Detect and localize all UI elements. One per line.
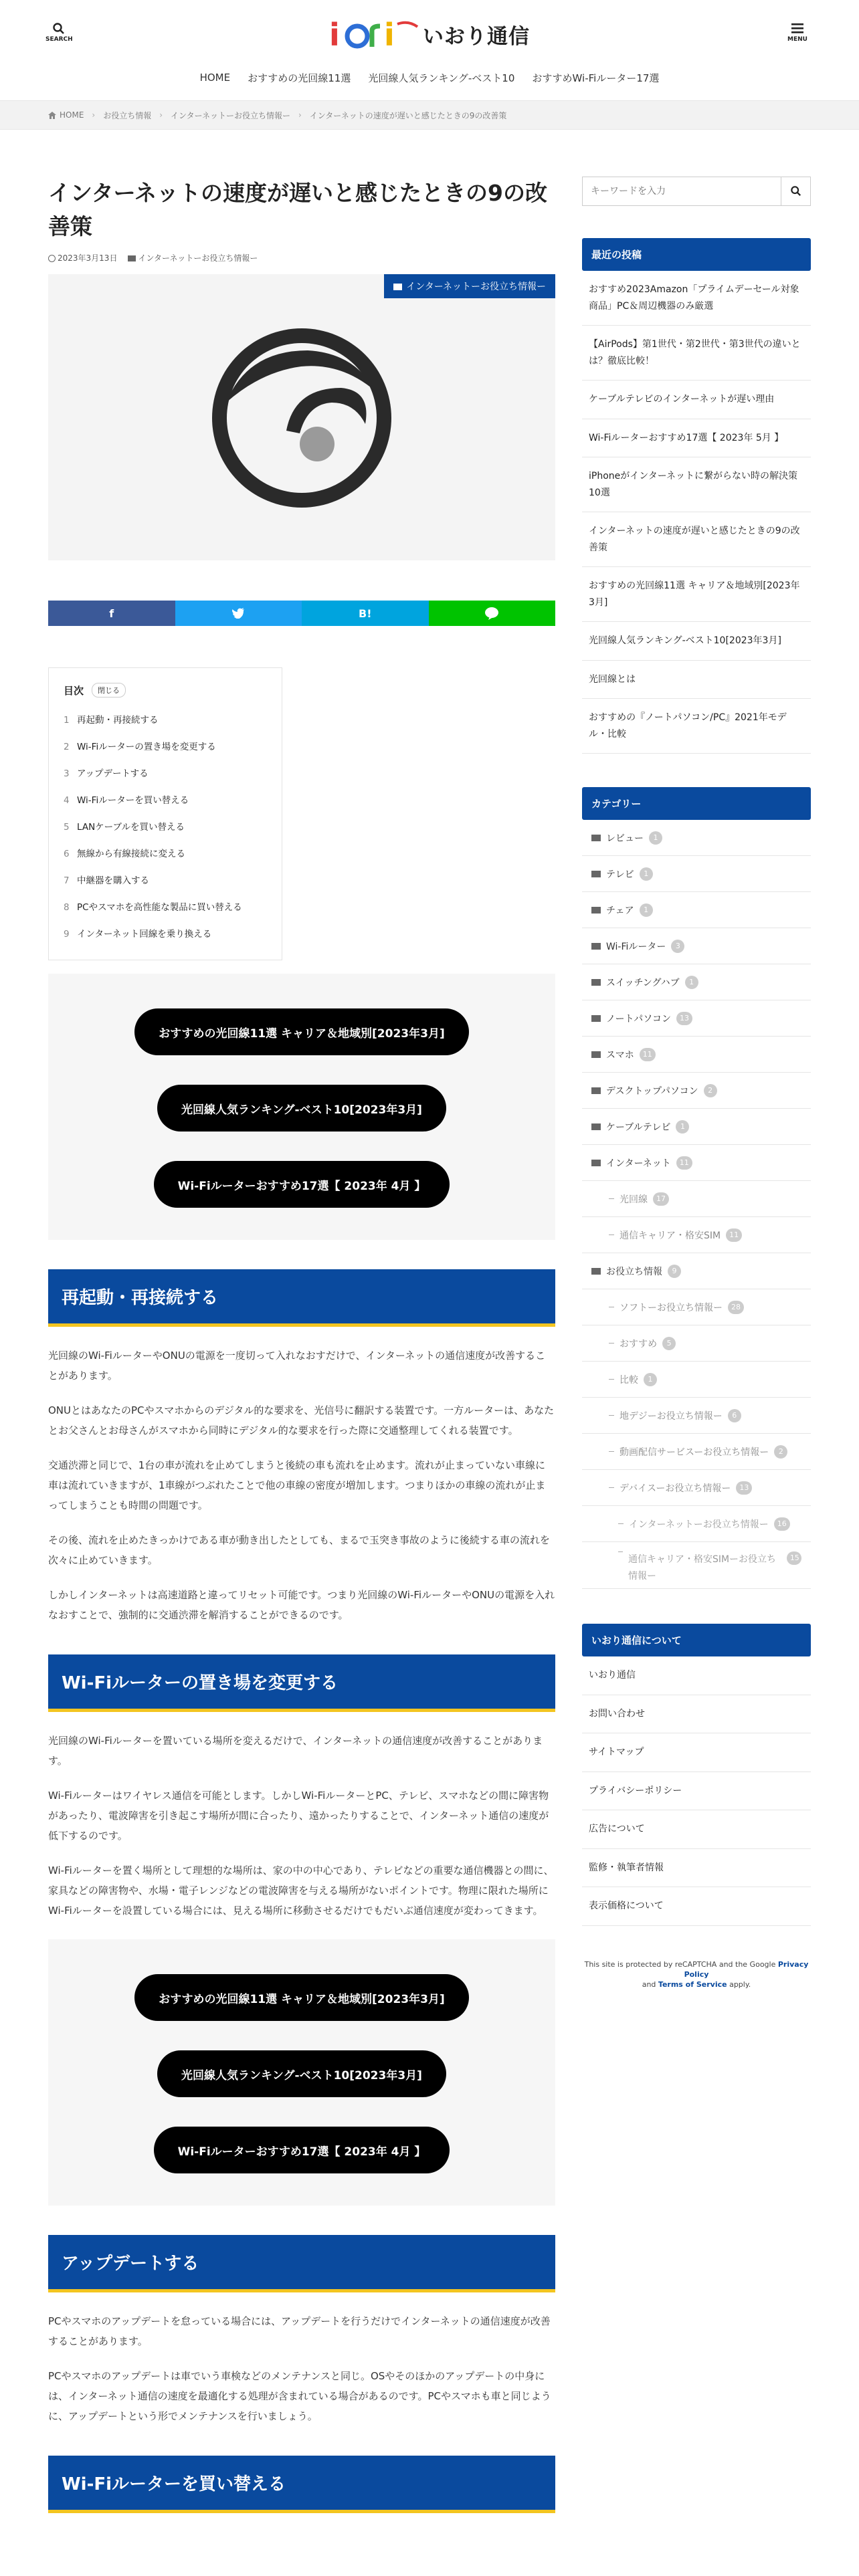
- toc-list: [64, 707, 270, 948]
- recent-post-link[interactable]: 【AirPods】第1世代・第2世代・第3世代の違いとは？徹底比較！: [582, 326, 811, 381]
- dash-icon: [618, 1523, 624, 1524]
- recent-post-link[interactable]: おすすめ2023Amazon「プライムデーセール対象商品」PC＆周辺機器のみ厳選: [582, 271, 811, 326]
- section-heading: アップデートする: [48, 2235, 555, 2292]
- about-title: いおり通信について: [582, 1624, 811, 1656]
- toc-item-number: 1: [64, 715, 70, 726]
- folder-icon: [393, 284, 402, 290]
- paragraph: 光回線のWi-Fiルーターを置いている場所を変えるだけで、インターネットの通信速度が改善することがあります。: [48, 1735, 543, 1767]
- toc-toggle-button[interactable]: 閉じる: [92, 683, 126, 697]
- line-icon: [484, 607, 499, 620]
- about-link[interactable]: 表示価格について: [582, 1887, 811, 1926]
- recent-post-link[interactable]: インターネットの速度が遅いと感じたときの9の改善策: [582, 512, 811, 567]
- share-hatena-button[interactable]: [302, 601, 429, 626]
- svg-text:i: i: [329, 17, 340, 51]
- toc-item-label: Wi-Fiルーターの置き場を変更する: [77, 742, 216, 752]
- folder-icon: [591, 979, 601, 986]
- recent-post-link[interactable]: おすすめの光回線11選 キャリア＆地域別[2023年3月]: [582, 567, 811, 622]
- search-icon: [791, 186, 801, 197]
- recent-post-link[interactable]: 光回線人気ランキング-ベスト10[2023年3月]: [582, 622, 811, 661]
- promo-button-fiber-11[interactable]: おすすめの光回線11選 キャリア＆地域別[2023年3月]: [134, 1008, 468, 1055]
- toc-item-number: 6: [64, 849, 70, 859]
- category-item[interactable]: [582, 1542, 811, 1589]
- paragraph: Wi-Fiルーターを置く場所として理想的な場所は、家の中の中心であり、テレビなどの重要な通信機器との間に、家具などの障害物や、水場・電子レンジなどの電波障害を与える場所がないポイントです。物理に限れた場所にWi-Fiルーターを設置している場合には、見える場所に移動させるだけでもだいぶ通信速度が変わってきます。: [48, 1864, 554, 1917]
- about-link[interactable]: 広告について: [582, 1810, 811, 1849]
- svg-text:i: i: [384, 17, 395, 51]
- category-label: 通信キャリア・格安SIM: [619, 1230, 721, 1241]
- dash-icon: [609, 1451, 614, 1452]
- category-label: テレビ: [606, 869, 634, 880]
- toc-item[interactable]: [64, 734, 270, 760]
- folder-icon: [591, 1087, 601, 1094]
- folder-icon: [591, 907, 601, 914]
- toc-item-number: 8: [64, 902, 70, 913]
- category-item[interactable]: [582, 1470, 811, 1506]
- category-item[interactable]: [582, 1506, 811, 1542]
- post-date: [48, 252, 117, 263]
- eyecatch-image: [48, 274, 555, 560]
- toc-item-label: PCやスマホを高性能な製品に買い替える: [77, 902, 242, 913]
- search-icon: [45, 23, 72, 36]
- category-label: デスクトップパソコン: [606, 1085, 698, 1097]
- category-item[interactable]: [582, 1362, 811, 1398]
- sidebar-search: [582, 177, 811, 206]
- hamburger-icon: [784, 23, 811, 36]
- toc-item[interactable]: [64, 867, 270, 894]
- table-of-contents: [48, 667, 282, 960]
- nav-item-fiber-ranking[interactable]: 光回線人気ランキング-ベスト10: [368, 72, 515, 84]
- main-column: [48, 177, 555, 2513]
- folder-icon: [591, 1268, 601, 1275]
- facebook-icon: f: [109, 607, 114, 620]
- toc-item[interactable]: [64, 894, 270, 921]
- paragraph: PCやスマホのアップデートは車でいう車検などのメンテナンスと同じ。OSやそのほかのアップデートの中身には、インターネット通信の速度を最適化する処理が含まれている場合があるのです。PCやスマホも車と同じように、アップデートという形でメンテナンスを行いましょう。: [48, 2370, 551, 2422]
- paragraph: その後、流れを止めたきっかけである車が動き出したとしても、まるで玉突き事故のように後続する車の流れを次々に止めていきます。: [48, 1534, 550, 1566]
- toc-item[interactable]: [64, 921, 270, 948]
- hatena-icon: B!: [359, 607, 372, 620]
- category-item[interactable]: [582, 856, 811, 892]
- about-link[interactable]: お問い合わせ: [582, 1695, 811, 1734]
- category-item[interactable]: [582, 1325, 811, 1362]
- category-count-badge: 1: [649, 831, 662, 845]
- category-label: Wi-Fiルーター: [606, 941, 666, 952]
- recent-post-link[interactable]: iPhoneがインターネットに繋がらない時の解決策10選: [582, 457, 811, 512]
- category-item[interactable]: [582, 928, 811, 964]
- category-count-badge: 6: [728, 1409, 741, 1422]
- twitter-icon: [231, 608, 245, 619]
- dash-icon: [609, 1198, 614, 1199]
- category-label: 地デジーお役立ち情報ー: [619, 1410, 723, 1422]
- breadcrumb-separator: ›: [298, 110, 302, 120]
- toc-item-label: 無線から有線接続に変える: [77, 849, 185, 859]
- breadcrumb-current: インターネットの速度が遅いと感じたときの9の改善策: [309, 110, 507, 120]
- category-label: スイッチングハブ: [606, 977, 680, 988]
- category-count-badge: 1: [676, 1120, 689, 1134]
- dash-icon: [609, 1379, 614, 1380]
- recaptcha-notice: [582, 1959, 811, 1990]
- paragraph: PCやスマホのアップデートを怠っている場合には、アップデートを行うだけでインターネットの通信速度が改善することがあります。: [48, 2315, 551, 2347]
- toc-item-number: 7: [64, 875, 70, 886]
- post-date-text: 2023年3月13日: [58, 253, 118, 263]
- category-label: チェア: [606, 905, 634, 916]
- category-count-badge: 13: [676, 1012, 692, 1025]
- category-label: おすすめ: [619, 1338, 658, 1350]
- site-header: [0, 0, 859, 62]
- category-count-badge: 17: [653, 1192, 669, 1206]
- category-label: ケーブルテレビ: [606, 1121, 671, 1133]
- toc-item-label: アップデートする: [77, 768, 149, 779]
- category-count-badge: 15: [787, 1551, 801, 1565]
- category-count-badge: 1: [640, 903, 653, 917]
- toc-item-label: Wi-Fiルーターを買い替える: [77, 795, 189, 806]
- toc-item[interactable]: [64, 841, 270, 867]
- promo-button-fiber-ranking[interactable]: 光回線人気ランキング-ベスト10[2023年3月]: [157, 1085, 446, 1132]
- section-heading: Wi-Fiルーターの置き場を変更する: [48, 1654, 555, 1712]
- about-link[interactable]: プライバシーポリシー: [582, 1772, 811, 1811]
- breadcrumb-separator: ›: [92, 110, 96, 120]
- paragraph: Wi-Fiルーターはワイヤレス通信を可能とします。しかしWi-FiルーターとPC、テレビ、スマホなどの間に障害物があったり、電波障害を引き起こす場所が間に合ったり、遠かったりすることで、インターネット通信の速度が低下するのです。: [48, 1790, 549, 1842]
- toc-item-label: 再起動・再接続する: [77, 715, 159, 726]
- promo-box: [48, 1939, 555, 2206]
- category-count-badge: 3: [671, 940, 684, 953]
- category-item[interactable]: [582, 1145, 811, 1181]
- category-item[interactable]: [582, 892, 811, 928]
- toc-item-label: LANケーブルを買い替える: [77, 822, 185, 833]
- category-count-badge: 1: [644, 1373, 657, 1386]
- category-count-badge: 11: [676, 1156, 692, 1170]
- post-category[interactable]: [128, 252, 258, 263]
- toc-header: [64, 683, 270, 697]
- breadcrumb: [0, 100, 859, 130]
- dash-icon: [609, 1415, 614, 1416]
- promo-button-fiber-ranking[interactable]: 光回線人気ランキング-ベスト10[2023年3月]: [157, 2050, 446, 2097]
- breadcrumb-home[interactable]: HOME: [60, 110, 84, 120]
- category-label: インターネットーお役立ち情報ー: [629, 1519, 769, 1530]
- category-title: カテゴリー: [582, 787, 811, 820]
- category-count-badge: 11: [726, 1228, 742, 1242]
- toc-item-number: 9: [64, 929, 70, 940]
- category-badge-text: インターネットーお役立ち情報ー: [406, 282, 546, 292]
- clock-icon: [48, 255, 56, 262]
- category-item[interactable]: [582, 1217, 811, 1253]
- folder-icon: [591, 1160, 601, 1166]
- category-count-badge: 16: [774, 1517, 790, 1531]
- privacy-policy-link[interactable]: Privacy Policy: [684, 1959, 809, 1979]
- toc-item-number: 2: [64, 742, 70, 752]
- dash-icon: [609, 1487, 614, 1488]
- category-item[interactable]: [582, 1434, 811, 1470]
- recent-posts-title: 最近の投稿: [582, 238, 811, 271]
- breadcrumb-internet-info[interactable]: インターネットーお役立ち情報ー: [171, 110, 290, 120]
- category-count-badge: 2: [704, 1084, 717, 1097]
- category-label: スマホ: [606, 1049, 634, 1061]
- article-meta: [48, 252, 555, 263]
- folder-icon: [591, 1015, 601, 1022]
- folder-icon: [128, 255, 136, 261]
- category-item[interactable]: [582, 1037, 811, 1073]
- category-count-badge: 5: [662, 1337, 676, 1350]
- category-item[interactable]: [582, 1289, 811, 1325]
- paragraph: 交通渋滞と同じで、1台の車が流れを止めてしまうと後続の車も流れを止めます。流れが止まっていない車線に車は流れていきますが、1車線がつぶれたことで他の車線の密度が増加します。つまりほかの車線の流れが止まってしまうことも時間の問題です。: [48, 1459, 546, 1511]
- category-label: 動画配信サービスーお役立ち情報ー: [619, 1446, 769, 1458]
- recaptcha-text: apply.: [729, 1980, 751, 1990]
- dash-icon: [618, 1551, 623, 1552]
- promo-button-wifi-router-17[interactable]: Wi-Fiルーターおすすめ17選【 2023年 4月 】: [154, 1161, 450, 1208]
- promo-box: [48, 974, 555, 1240]
- recaptcha-text: This site is protected by reCAPTCHA and the Google: [584, 1959, 776, 1969]
- about-link[interactable]: いおり通信: [582, 1656, 811, 1695]
- logo-mark: [328, 17, 421, 51]
- category-label: ソフトーお役立ち情報ー: [619, 1302, 723, 1313]
- category-item[interactable]: [582, 1181, 811, 1217]
- category-item[interactable]: [582, 1398, 811, 1434]
- breadcrumb-useful-info[interactable]: お役立ち情報: [103, 110, 152, 120]
- category-label: 通信キャリア・格安SIMーお役立ち情報ー: [628, 1554, 777, 1582]
- about-links: [582, 1656, 811, 1926]
- menu-label: MENU: [787, 36, 807, 43]
- category-item[interactable]: [582, 1109, 811, 1145]
- article-title: インターネットの速度が遅いと感じたときの9の改善策: [48, 180, 547, 239]
- category-list: [582, 820, 811, 1589]
- category-item[interactable]: [582, 1073, 811, 1109]
- nav-item-fiber-11[interactable]: おすすめの光回線11選: [248, 72, 351, 84]
- category-label: インターネット: [606, 1158, 671, 1169]
- category-count-badge: 28: [728, 1301, 744, 1314]
- category-count-badge: 1: [640, 867, 653, 881]
- folder-icon: [591, 943, 601, 950]
- category-count-badge: 9: [668, 1265, 681, 1278]
- nav-item-home[interactable]: HOME: [199, 72, 231, 84]
- category-badge[interactable]: [384, 274, 555, 298]
- breadcrumb-separator: ›: [159, 110, 163, 120]
- search-button[interactable]: [45, 23, 72, 43]
- category-count-badge: 2: [774, 1445, 787, 1459]
- category-label: デバイスーお役立ち情報ー: [619, 1483, 731, 1494]
- category-count-badge: 1: [685, 976, 698, 989]
- share-line-button[interactable]: [429, 601, 556, 626]
- sidebar: [582, 177, 811, 1990]
- recent-post-link[interactable]: ケーブルテレビのインターネットが遅い理由: [582, 381, 811, 419]
- global-nav: [0, 62, 859, 94]
- site-title: いおり通信: [423, 24, 530, 49]
- post-category-text: インターネットーお役立ち情報ー: [138, 253, 258, 263]
- category-item[interactable]: [582, 820, 811, 856]
- folder-icon: [591, 835, 601, 841]
- search-input[interactable]: [583, 177, 781, 205]
- eyecatch-logo-illustration: [207, 324, 396, 512]
- toc-item-number: 5: [64, 822, 70, 833]
- about-link[interactable]: サイトマップ: [582, 1733, 811, 1772]
- recent-post-link[interactable]: 光回線とは: [582, 661, 811, 700]
- home-icon: [48, 112, 56, 119]
- site-logo[interactable]: [328, 17, 530, 51]
- category-count-badge: 13: [736, 1481, 752, 1495]
- share-facebook-button[interactable]: [48, 601, 175, 626]
- category-label: 比較: [619, 1374, 638, 1386]
- terms-of-service-link[interactable]: Terms of Service: [658, 1980, 727, 1990]
- paragraph: ONUとはあなたのPCやスマホからのデジタル的な要求を、光信号に翻訳する装置です。一方ルーターは、あなたとお父さんとお母さんがスマホから同時にデジタル的な要求を行った際に交通整理してくれる装置です。: [48, 1404, 555, 1436]
- category-label: ノートパソコン: [606, 1013, 672, 1025]
- toc-item[interactable]: [64, 707, 270, 734]
- toc-item[interactable]: [64, 760, 270, 787]
- promo-button-fiber-11[interactable]: おすすめの光回線11選 キャリア＆地域別[2023年3月]: [134, 1974, 468, 2021]
- category-label: 光回線: [619, 1194, 648, 1205]
- recaptcha-text: and: [642, 1980, 656, 1990]
- recent-post-link[interactable]: Wi-Fiルーターおすすめ17選【 2023年 5月 】: [582, 419, 811, 458]
- toc-item-number: 4: [64, 795, 70, 806]
- menu-button[interactable]: [784, 23, 811, 43]
- section-heading: 再起動・再接続する: [48, 1269, 555, 1327]
- category-item[interactable]: [582, 1000, 811, 1037]
- toc-title: 目次: [64, 684, 84, 697]
- toc-item[interactable]: [64, 787, 270, 814]
- category-label: レビュー: [606, 833, 644, 844]
- toc-item-label: インターネット回線を乗り換える: [77, 929, 212, 940]
- recent-post-link[interactable]: おすすめの『ノートパソコン/PC』2021年モデル・比較: [582, 699, 811, 754]
- folder-icon: [591, 1051, 601, 1058]
- category-item[interactable]: [582, 964, 811, 1000]
- section-heading: Wi-Fiルーターを買い替える: [48, 2456, 555, 2513]
- dash-icon: [609, 1343, 614, 1344]
- promo-button-wifi-router-17[interactable]: Wi-Fiルーターおすすめ17選【 2023年 4月 】: [154, 2127, 450, 2173]
- about-link[interactable]: 監修・執筆者情報: [582, 1849, 811, 1888]
- category-count-badge: 11: [640, 1048, 656, 1061]
- category-item[interactable]: [582, 1253, 811, 1289]
- search-label: SEARCH: [45, 36, 73, 43]
- folder-icon: [591, 871, 601, 877]
- search-submit-button[interactable]: [781, 177, 810, 205]
- share-bar: [48, 601, 555, 626]
- toc-item-label: 中継器を購入する: [77, 875, 149, 886]
- folder-icon: [591, 1123, 601, 1130]
- paragraph: 光回線のWi-FiルーターやONUの電源を一度切って入れなおすだけで、インターネットの通信速度が改善することがあります。: [48, 1350, 546, 1382]
- nav-item-wifi-router-17[interactable]: おすすめWi-Fiルーター17選: [532, 72, 660, 84]
- share-twitter-button[interactable]: [175, 601, 302, 626]
- recent-posts-list: [582, 271, 811, 754]
- category-label: お役立ち情報: [606, 1266, 662, 1277]
- paragraph: しかしインターネットは高速道路と違ってリセット可能です。つまり光回線のWi-FiルーターやONUの電源を入れなおすことで、強制的に交通渋滞を解消することができるのです。: [48, 1589, 555, 1621]
- toc-item-number: 3: [64, 768, 70, 779]
- toc-item[interactable]: [64, 814, 270, 841]
